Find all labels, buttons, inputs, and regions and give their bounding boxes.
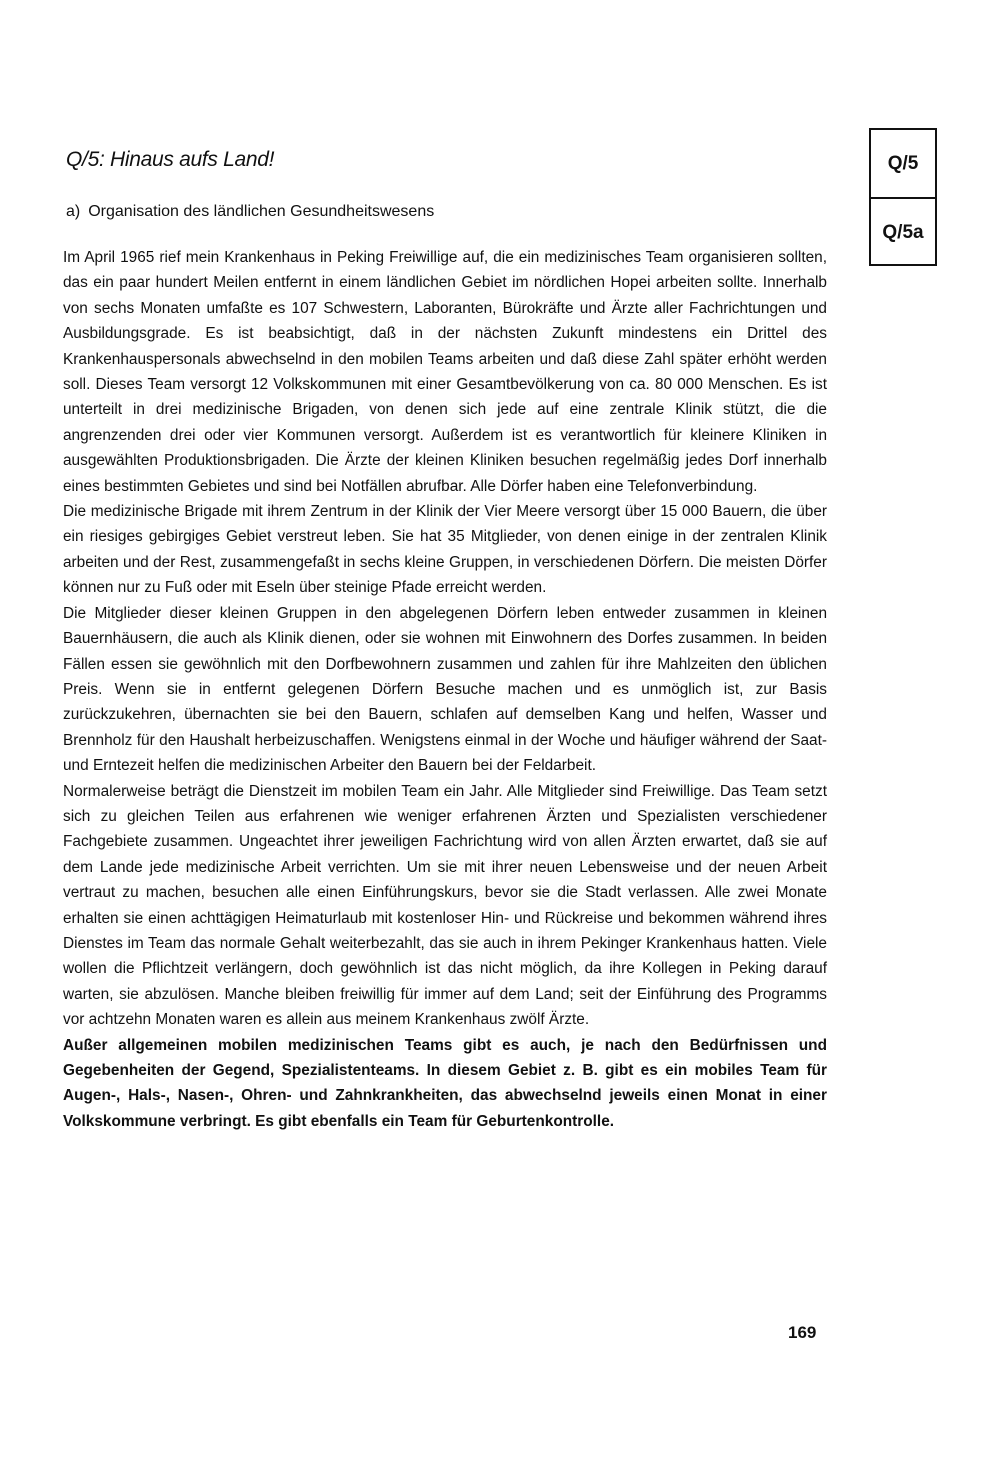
body-text xyxy=(63,245,827,1134)
section-title: Organisation des ländlichen Gesundheitswesens xyxy=(88,203,435,220)
paragraph-3: Die Mitglieder dieser kleinen Gruppen in den abgelegenen Dörfern leben entweder zusammen in kleinen Bauernhäusern, die auch als Klinik dienen, oder sie wohnen mit Einwohnern des Dorfes zusammen. In beiden Fällen essen sie gewöhnlich mit den Dorfbewohnern zusammen und zahlen für ihre Mahlzeiten den üblichen Preis. Wenn sie in entfernt gelegenen Dörfern Besuche machen und es unmöglich ist, zur Basis zurückzukehren, übernachten sie bei den Bauern, schlafen auf demselben Kang und helfen, Wasser und Brennholz für den Haushalt herbeizuschaffen. Wenigstens einmal in der Woche und häufiger während der Saat- und Erntezeit helfen die medizinischen Arbeiter den Bauern bei der Feldarbeit. xyxy=(63,604,827,775)
paragraph-4: Normalerweise beträgt die Dienstzeit im mobilen Team ein Jahr. Alle Mitglieder sind Freiwillige. Das Team setzt sich zu gleichen Teilen aus erfahrenen wie weniger erfahrenen Ärzten und Spezialisten verschiedener Fachgebiete zusammen. Ungeachtet ihrer jeweiligen Fachrichtung wird von allen Ärzten erwartet, daß sie auf dem Lande jede medizinische Arbeit verrichten. Um sie mit ihrer neuen Lebensweise und der neuen Arbeit vertraut zu machen, besuchen alle einen Einführungskurs, bevor sie die Stadt verlassen. Alle zwei Monate erhalten sie einen achttägigen Heimaturlaub mit kostenloser Hin- und Rückreise und bekommen während ihres Dienstes im Team das normale Gehalt weiterbezahlt, das sie auch in ihrem Pekinger Krankenhaus hatten. Viele wollen die Pflichtzeit verlängern, doch gewöhnlich ist das nicht möglich, da ihre Kollegen in Peking darauf warten, sie abzulösen. Manche bleiben freiwillig für immer auf dem Land; seit der Einführung des Programms vor achtzehn Monaten waren es allein aus meinem Krankenhaus zwölf Ärzte. xyxy=(63,782,827,1029)
page-number: 169 xyxy=(788,1323,817,1342)
margin-tag-main: Q/5 xyxy=(887,152,919,174)
page-title: Q/5: Hinaus aufs Land! xyxy=(66,148,275,171)
margin-tag-sub: Q/5a xyxy=(871,197,935,266)
paragraph-1: Im April 1965 rief mein Krankenhaus in Peking Freiwillige auf, die ein medizinisches Team organisieren sollten, das ein paar hundert Meilen entfernt in einem ländlichen Gebiet im nördlichen Hopei arbeiten sollte. Innerhalb von sechs Monaten umfaßte es 107 Schwestern, Laboranten, Bürokräfte und Ärzte aller Fachrichtungen und Ausbildungsgrade. Es ist beabsichtigt, daß in der nächsten Zukunft mindestens ein Drittel des Krankenhauspersonals abwechselnd in den mobilen Teams arbeiten und daß diese Zahl später erhöht werden soll. Dieses Team versorgt 12 Volkskommunen mit einer Gesamtbevölkerung von ca. 80 000 Menschen. Es ist unterteilt in drei medizinische Brigaden, von denen sich jede auf eine zentrale Klinik stützt, die die angrenzenden drei oder vier Kommunen versorgt. Außerdem ist es verantwortlich für kleinere Kliniken in ausgewählten Produktionsbrigaden. Die Ärzte der kleinen Kliniken besuchen regelmäßig jedes Dorf innerhalb eines bestimmten Gebietes und sind bei Notfällen abrufbar. Alle Dörfer haben eine Telefonverbindung. xyxy=(63,249,827,495)
margin-tag-box xyxy=(869,128,937,266)
paragraph-2: Die medizinische Brigade mit ihrem Zentrum in der Klinik der Vier Meere versorgt über 15 000 Bauern, die über ein riesiges gebirgiges Gebiet verstreut leben. Sie hat 35 Mitglieder, von denen einige in der zentralen Klinik arbeiten und der Rest, zusammengefaßt in sechs kleine Gruppen, in verschiedenen Dörfern. Die meisten Dörfer können nur zu Fuß oder mit Eseln über steinige Pfade erreicht werden. xyxy=(63,503,827,597)
section-label: a) xyxy=(66,203,81,220)
paragraph-5: Außer allgemeinen mobilen medizinischen Teams gibt es auch, je nach den Bedürfnissen und Gegebenheiten der Gegend, Spezialistenteams. In diesem Gebiet z. B. gibt es ein mobiles Team für Augen-, Hals-, Nasen-, Ohren- und Zahnkrankheiten, das abwechselnd jeweils einen Monat in einer Volkskommune verbringt. Es gibt ebenfalls ein Team für Geburtenkontrolle. xyxy=(63,1036,827,1130)
section-heading xyxy=(66,203,434,221)
